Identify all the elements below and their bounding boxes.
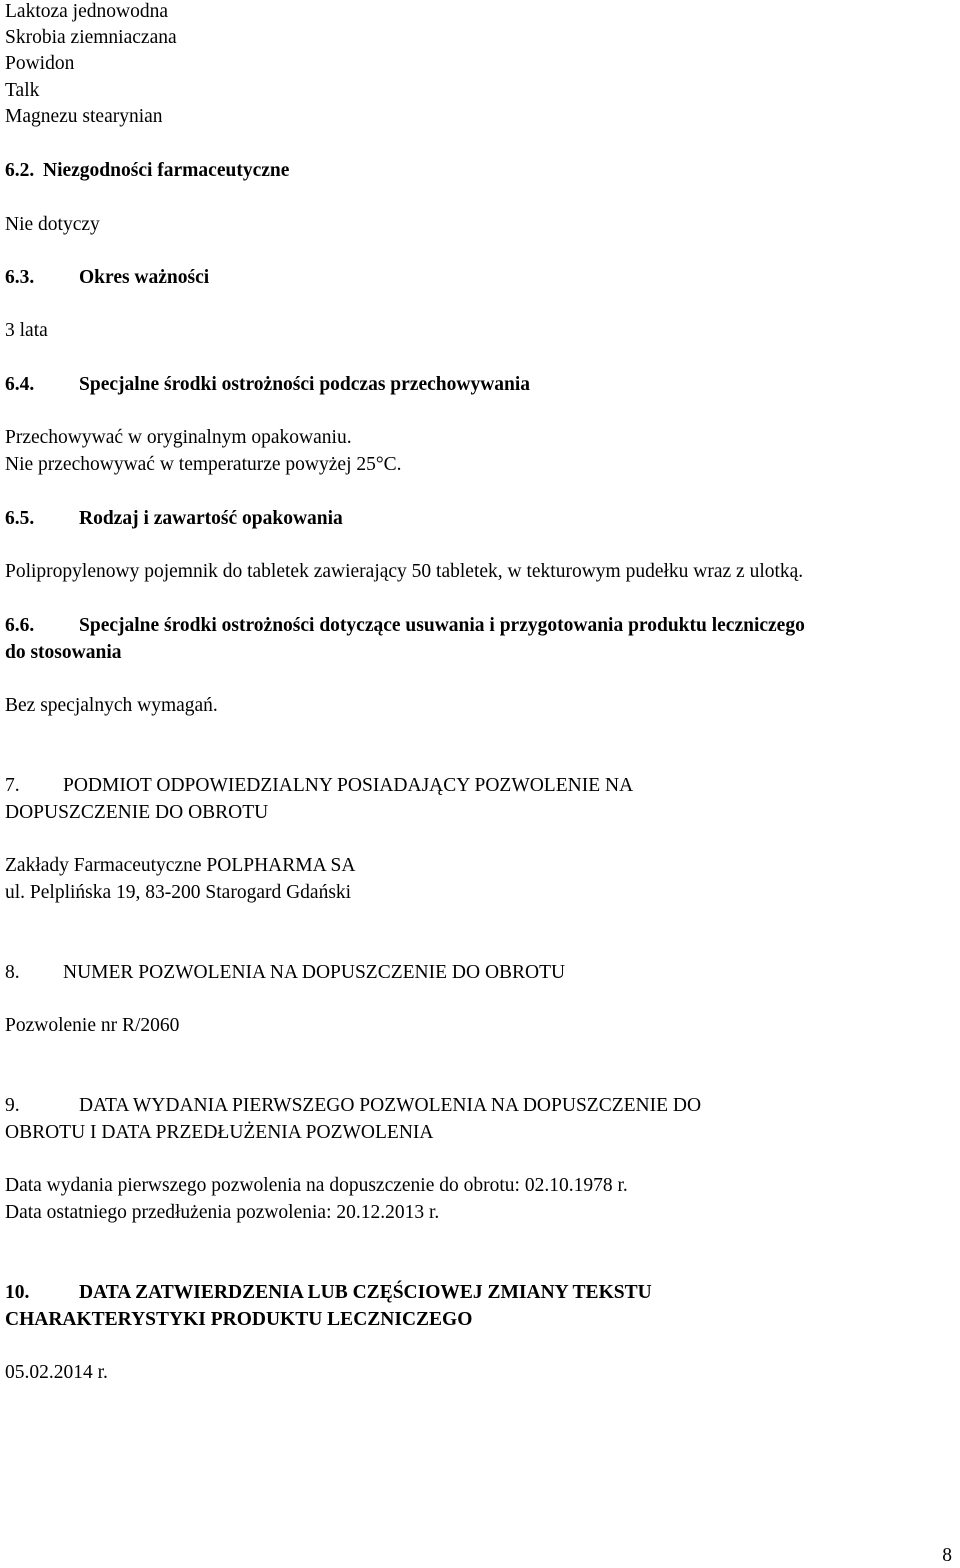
section-number: 6.3. xyxy=(5,267,35,288)
page-number: 8 xyxy=(942,1545,952,1566)
section-text: Data wydania pierwszego pozwolenia na dopuszczenie do obrotu: 02.10.1978 r. xyxy=(5,1175,628,1196)
section-heading-7 xyxy=(5,773,633,799)
section-title: DATA WYDANIA PIERWSZEGO POZWOLENIA NA DOPUSZCZENIE DO xyxy=(79,1095,702,1116)
section-title: NUMER POZWOLENIA NA DOPUSZCZENIE DO OBROTU xyxy=(63,962,566,983)
section-heading-6-4 xyxy=(5,372,530,398)
section-text: 05.02.2014 r. xyxy=(5,1362,108,1383)
section-number: 6.2. xyxy=(5,160,35,181)
excipient-item: Skrobia ziemniaczana xyxy=(5,27,177,48)
section-text: 3 lata xyxy=(5,320,48,341)
section-text: Nie przechowywać w temperaturze powyżej 25°C. xyxy=(5,454,402,475)
section-heading-8 xyxy=(5,960,565,986)
excipient-item: Talk xyxy=(5,80,40,101)
section-heading-6-5 xyxy=(5,506,343,532)
section-number: 6.5. xyxy=(5,508,35,529)
section-title-continued: OBROTU I DATA PRZEDŁUŻENIA POZWOLENIA xyxy=(5,1122,434,1143)
section-title: PODMIOT ODPOWIEDZIALNY POSIADAJĄCY POZWOLENIE NA xyxy=(63,775,634,796)
section-title: Specjalne środki ostrożności dotyczące usuwania i przygotowania produktu leczniczego xyxy=(79,615,805,636)
section-title-continued: do stosowania xyxy=(5,642,122,663)
section-text: Polipropylenowy pojemnik do tabletek zawierający 50 tabletek, w tekturowym pudełku wraz z ulotką. xyxy=(5,561,804,582)
section-heading-10 xyxy=(5,1280,652,1306)
section-title-continued: DOPUSZCZENIE DO OBROTU xyxy=(5,802,269,823)
section-number: 10. xyxy=(5,1282,30,1303)
section-title-continued: CHARAKTERYSTYKI PRODUKTU LECZNICZEGO xyxy=(5,1309,473,1330)
section-title: DATA ZATWIERDZENIA LUB CZĘŚCIOWEJ ZMIANY TEKSTU xyxy=(79,1282,652,1303)
section-text: Przechowywać w oryginalnym opakowaniu. xyxy=(5,427,352,448)
section-heading-6-3 xyxy=(5,265,209,291)
section-text: Bez specjalnych wymagań. xyxy=(5,695,218,716)
section-title: Specjalne środki ostrożności podczas przechowywania xyxy=(79,374,531,395)
section-number: 9. xyxy=(5,1095,20,1116)
section-text: Nie dotyczy xyxy=(5,214,100,235)
section-text: ul. Pelplińska 19, 83-200 Starogard Gdański xyxy=(5,882,352,903)
section-title: Rodzaj i zawartość opakowania xyxy=(79,508,343,529)
section-heading-6-2 xyxy=(5,158,289,184)
section-number: 6.6. xyxy=(5,615,35,636)
section-number: 8. xyxy=(5,962,20,983)
section-heading-6-6 xyxy=(5,613,805,639)
section-text: Pozwolenie nr R/2060 xyxy=(5,1015,180,1036)
section-title: Okres ważności xyxy=(79,267,210,288)
excipient-item: Powidon xyxy=(5,53,75,74)
section-number: 7. xyxy=(5,775,20,796)
section-text: Zakłady Farmaceutyczne POLPHARMA SA xyxy=(5,855,356,876)
section-number: 6.4. xyxy=(5,374,35,395)
section-title: Niezgodności farmaceutyczne xyxy=(43,160,290,181)
excipient-item: Laktoza jednowodna xyxy=(5,1,168,22)
excipient-item: Magnezu stearynian xyxy=(5,106,163,127)
section-text: Data ostatniego przedłużenia pozwolenia: 20.12.2013 r. xyxy=(5,1202,440,1223)
section-heading-9 xyxy=(5,1093,701,1119)
